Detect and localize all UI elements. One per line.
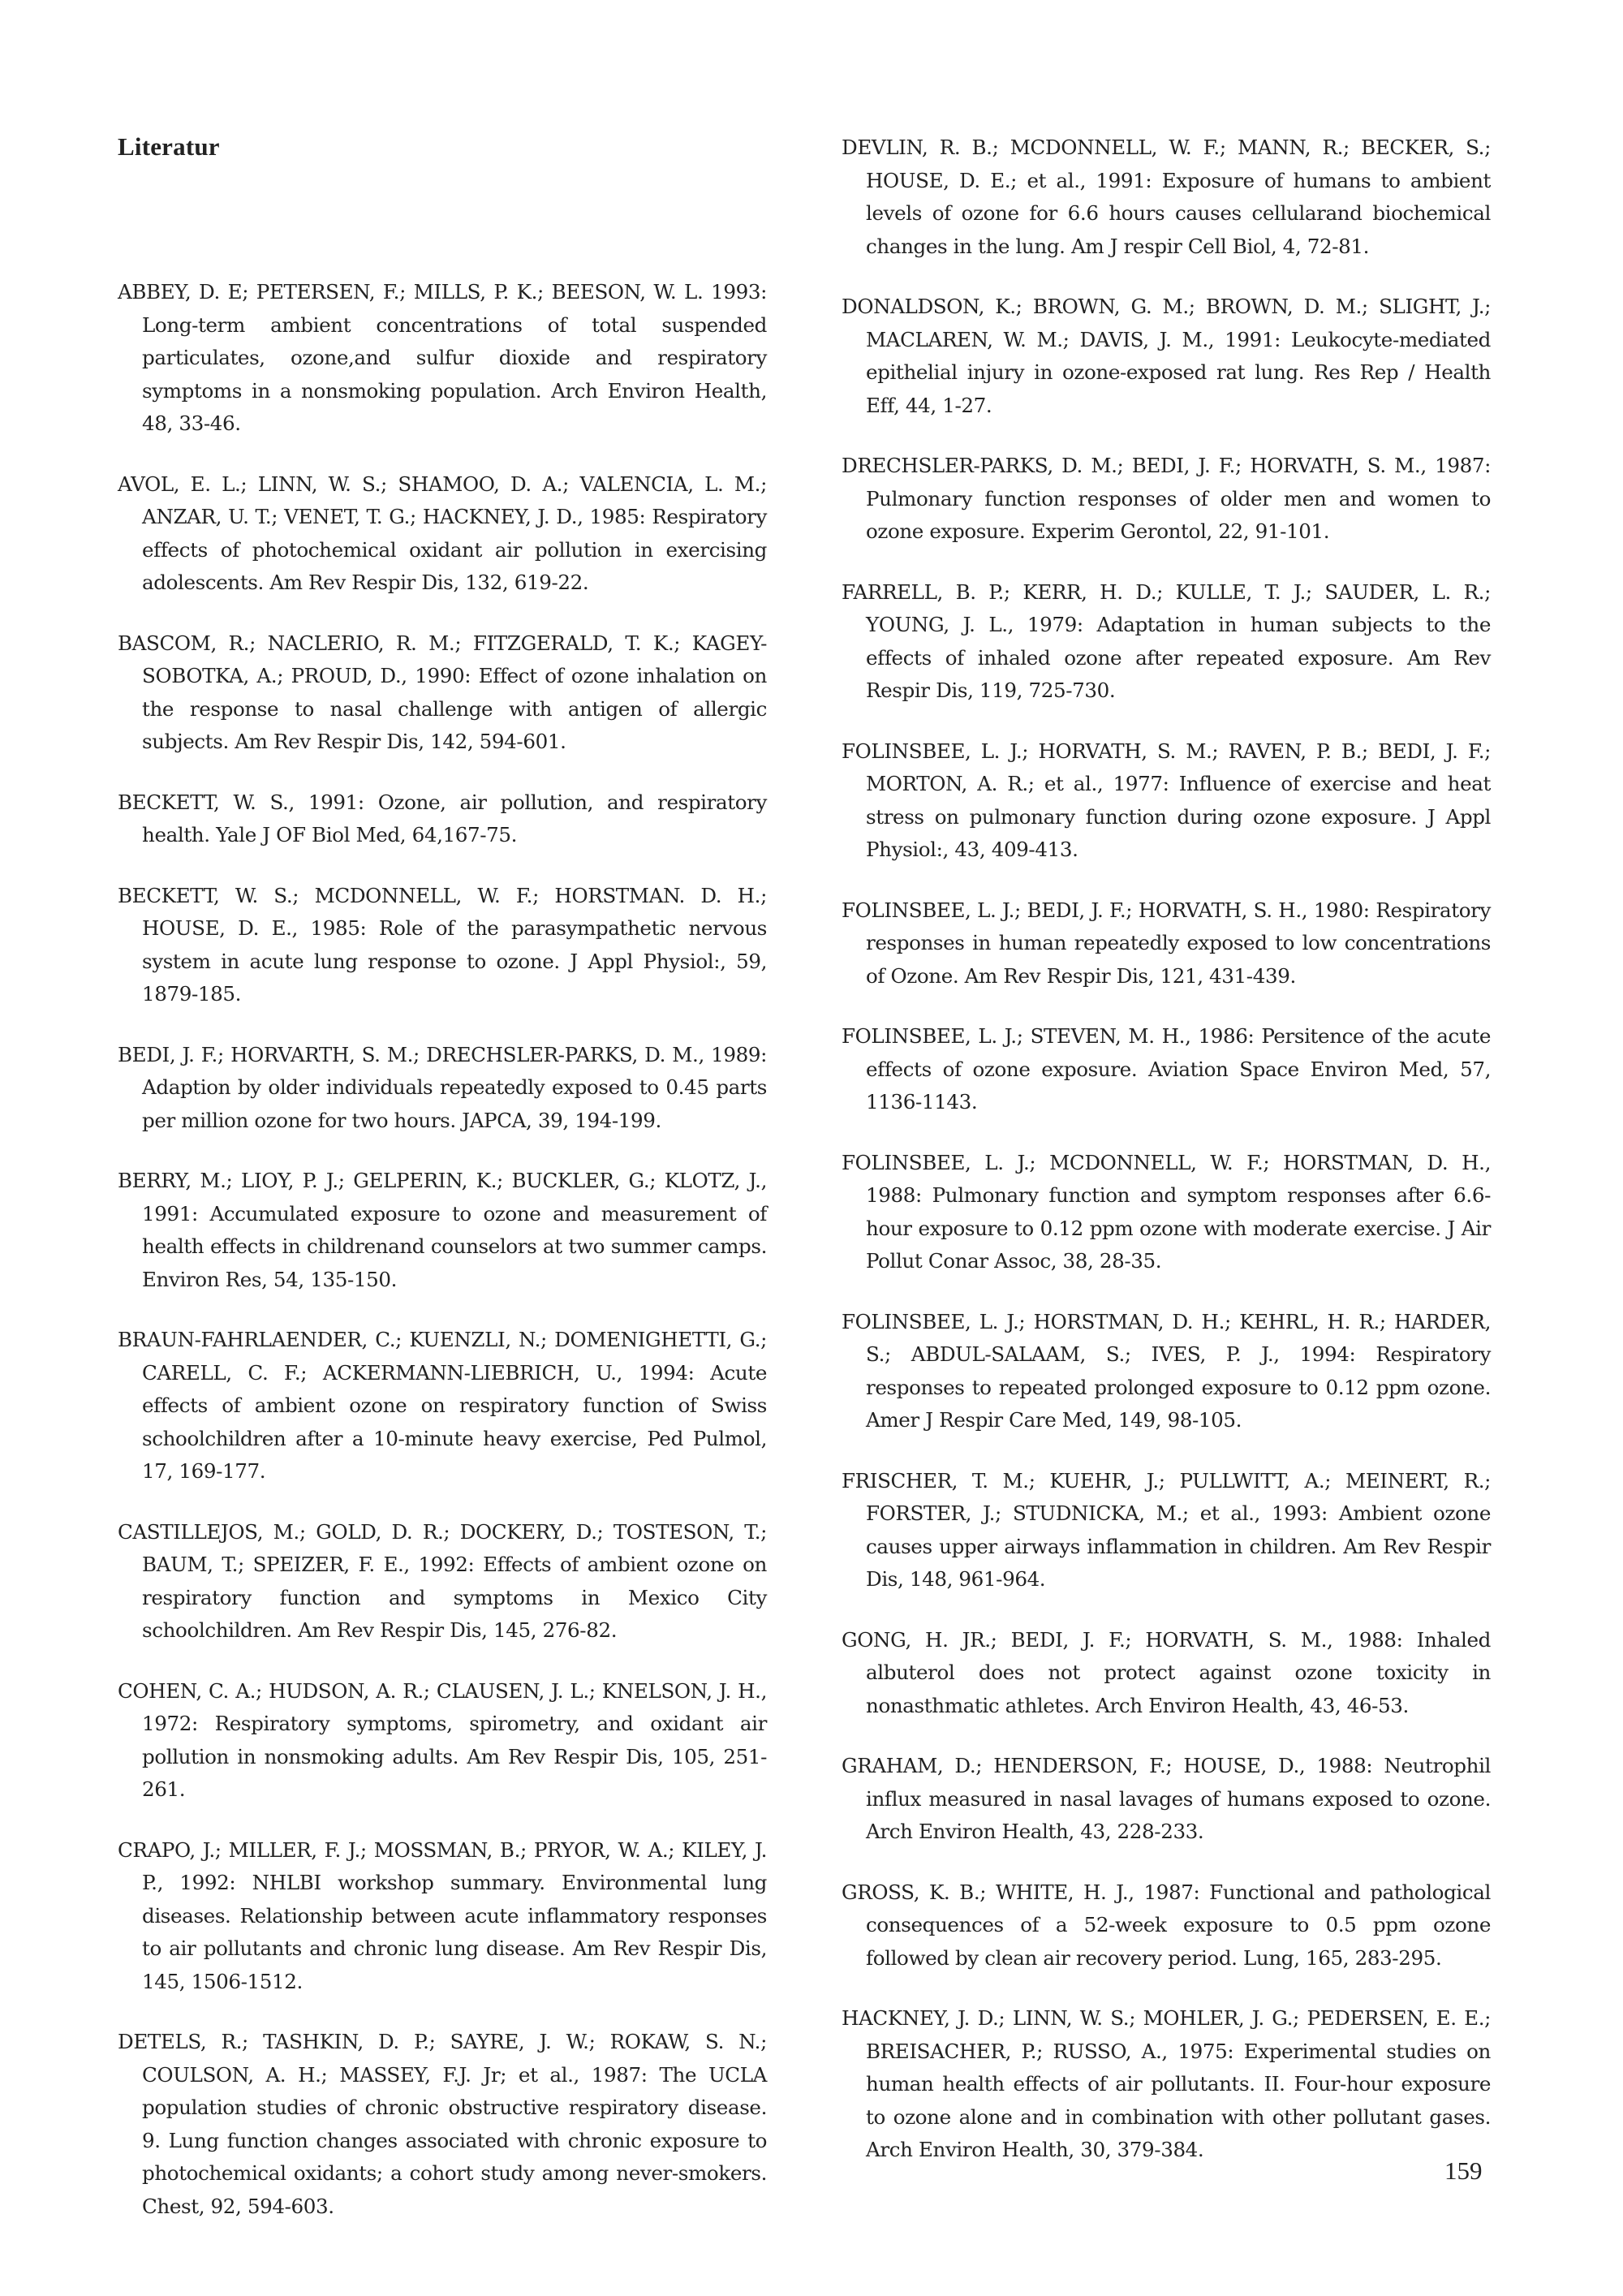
reference-entry: ABBEY, D. E; PETERSEN, F.; MILLS, P. K.; BEESON, W. L. 1993: Long-term ambient concentrations of total suspended particulates, ozone,and sulfur dioxide and respiratory symptoms in a nonsmoking population. Arch Environ Health, 48, 33-46. — [118, 280, 767, 435]
reference-entry: FRISCHER, T. M.; KUEHR, J.; PULLWITT, A.; MEINERT, R.; FORSTER, J.; STUDNICKA, M.; et al., 1993: Ambient ozone causes upper airways inflammation in children. Am Rev Respir Dis, 148, 961-964. — [842, 1468, 1491, 1591]
reference-entry: DRECHSLER-PARKS, D. M.; BEDI, J. F.; HORVATH, S. M., 1987: Pulmonary function responses of older men and women to ozone exposure. Experim Gerontol, 22, 91-101. — [842, 454, 1491, 543]
reference-entry: CRAPO, J.; MILLER, F. J.; MOSSMAN, B.; PRYOR, W. A.; KILEY, J. P., 1992: NHLBI workshop summary. Environmental lung diseases. Relationship between acute inflammatory responses to air pollutants and chronic lung disease. Am Rev Respir Dis, 145, 1506-1512. — [118, 1837, 767, 1993]
reference-entry: FOLINSBEE, L. J.; BEDI, J. F.; HORVATH, S. H., 1980: Respiratory responses in human repeatedly exposed to low concentrations of Ozone. Am Rev Respir Dis, 121, 431-439. — [842, 898, 1491, 988]
reference-entry: AVOL, E. L.; LINN, W. S.; SHAMOO, D. A.; VALENCIA, L. M.; ANZAR, U. T.; VENET, T. G.; HACKNEY, J. D., 1985: Respiratory effects of photochemical oxidant air pollution in exercising adolescents. Am Rev Respir Dis, 132, 619-22. — [118, 472, 767, 594]
reference-column-right — [842, 131, 1491, 2195]
reference-entry: FOLINSBEE, L. J.; MCDONNELL, W. F.; HORSTMAN, D. H., 1988: Pulmonary function and symptom responses after 6.6-hour exposure to 0.12 ppm ozone with moderate exercise. J Air Pollut Conar Assoc, 38, 28-35. — [842, 1150, 1491, 1273]
reference-entry: GRAHAM, D.; HENDERSON, F.; HOUSE, D., 1988: Neutrophil influx measured in nasal lavages of humans exposed to ozone. Arch Environ Health, 43, 228-233. — [842, 1754, 1491, 1843]
reference-entry: BECKETT, W. S., 1991: Ozone, air pollution, and respiratory health. Yale J OF Biol Med, 64,167-75. — [118, 790, 767, 846]
reference-entry: DETELS, R.; TASHKIN, D. P.; SAYRE, J. W.; ROKAW, S. N.; COULSON, A. H.; MASSEY, F.J. Jr; et al., 1987: The UCLA population studies of chronic obstructive respiratory disease. 9. Lung function changes associated with chronic exposure to photochemical oxidants; a cohort study among never-smokers. Chest, 92, 594-603. — [118, 2030, 767, 2218]
page-number: 159 — [1444, 2156, 1483, 2185]
reference-entry: HACKNEY, J. D.; LINN, W. S.; MOHLER, J. G.; PEDERSEN, E. E.; BREISACHER, P.; RUSSO, A., 1975: Experimental studies on human health effects of air pollutants. II. Four-hour exposure to ozone alone and in combination with other pollutant gases. Arch Environ Health, 30, 379-384. — [842, 2006, 1491, 2161]
reference-entry: GONG, H. JR.; BEDI, J. F.; HORVATH, S. M., 1988: Inhaled albuterol does not protect against ozone toxicity in nonasthmatic athletes. Arch Environ Health, 43, 46-53. — [842, 1627, 1491, 1717]
reference-entry: FOLINSBEE, L. J.; HORVATH, S. M.; RAVEN, P. B.; BEDI, J. F.; MORTON, A. R.; et al., 1977: Influence of exercise and heat stress on pulmonary function during ozone exposure. J Appl Physiol:, 43, 409-413. — [842, 739, 1491, 861]
reference-entry: FOLINSBEE, L. J.; HORSTMAN, D. H.; KEHRL, H. R.; HARDER, S.; ABDUL-SALAAM, S.; IVES, P. J., 1994: Respiratory responses to repeated prolonged exposure to 0.12 ppm ozone. Amer J Respir Care Med, 149, 98-105. — [842, 1309, 1491, 1432]
reference-entry: DEVLIN, R. B.; MCDONNELL, W. F.; MANN, R.; BECKER, S.; HOUSE, D. E.; et al., 1991: Exposure of humans to ambient levels of ozone for 6.6 hours causes cellularand biochemical changes in the lung. Am J respir Cell Biol, 4, 72-81. — [842, 136, 1491, 258]
reference-entry: BECKETT, W. S.; MCDONNELL, W. F.; HORSTMAN. D. H.; HOUSE, D. E., 1985: Role of the parasympathetic nervous system in acute lung response to ozone. J Appl Physiol:, 59, 1879-185. — [118, 883, 767, 1006]
reference-entry: CASTILLEJOS, M.; GOLD, D. R.; DOCKERY, D.; TOSTESON, T.; BAUM, T.; SPEIZER, F. E., 1992: Effects of ambient ozone on respiratory function and symptoms in Mexico City schoolchildren. Am Rev Respir Dis, 145, 276-82. — [118, 1519, 767, 1642]
reference-entry: FOLINSBEE, L. J.; STEVEN, M. H., 1986: Persitence of the acute effects of ozone exposure. Aviation Space Environ Med, 57, 1136-1143. — [842, 1024, 1491, 1114]
section-heading: Literatur — [118, 132, 220, 161]
reference-entry: BEDI, J. F.; HORVARTH, S. M.; DRECHSLER-PARKS, D. M., 1989: Adaption by older individuals repeatedly exposed to 0.45 parts per million ozone for two hours. JAPCA, 39, 194-199. — [118, 1042, 767, 1132]
reference-entry: GROSS, K. B.; WHITE, H. J., 1987: Functional and pathological consequences of a 52-week exposure to 0.5 ppm ozone followed by clean air recovery period. Lung, 165, 283-295. — [842, 1880, 1491, 1970]
reference-entry: BASCOM, R.; NACLERIO, R. M.; FITZGERALD, T. K.; KAGEY-SOBOTKA, A.; PROUD, D., 1990: Effect of ozone inhalation on the response to nasal challenge with antigen of allergic subjects. Am Rev Respir Dis, 142, 594-601. — [118, 631, 767, 753]
reference-column-left — [118, 276, 767, 2251]
reference-entry: DONALDSON, K.; BROWN, G. M.; BROWN, D. M.; SLIGHT, J.; MACLAREN, W. M.; DAVIS, J. M., 1991: Leukocyte-mediated epithelial injury in ozone-exposed rat lung. Res Rep / Health Eff, 44, 1-27. — [842, 295, 1491, 417]
reference-entry: COHEN, C. A.; HUDSON, A. R.; CLAUSEN, J. L.; KNELSON, J. H., 1972: Respiratory symptoms, spirometry, and oxidant air pollution in nonsmoking adults. Am Rev Respir Dis, 105, 251-261. — [118, 1678, 767, 1801]
reference-entry: FARRELL, B. P.; KERR, H. D.; KULLE, T. J.; SAUDER, L. R.; YOUNG, J. L., 1979: Adaptation in human subjects to the effects of inhaled ozone after repeated exposure. Am Rev Respir Dis, 119, 725-730. — [842, 579, 1491, 702]
reference-entry: BERRY, M.; LIOY, P. J.; GELPERIN, K.; BUCKLER, G.; KLOTZ, J., 1991: Accumulated exposure to ozone and measurement of health effects in childrenand counselors at two summer camps. Environ Res, 54, 135-150. — [118, 1169, 767, 1291]
reference-entry: BRAUN-FAHRLAENDER, C.; KUENZLI, N.; DOMENIGHETTI, G.; CARELL, C. F.; ACKERMANN-LIEBRICH, U., 1994: Acute effects of ambient ozone on respiratory function of Swiss schoolchildren after a 10-minute heavy exercise, Ped Pulmol, 17, 169-177. — [118, 1328, 767, 1483]
